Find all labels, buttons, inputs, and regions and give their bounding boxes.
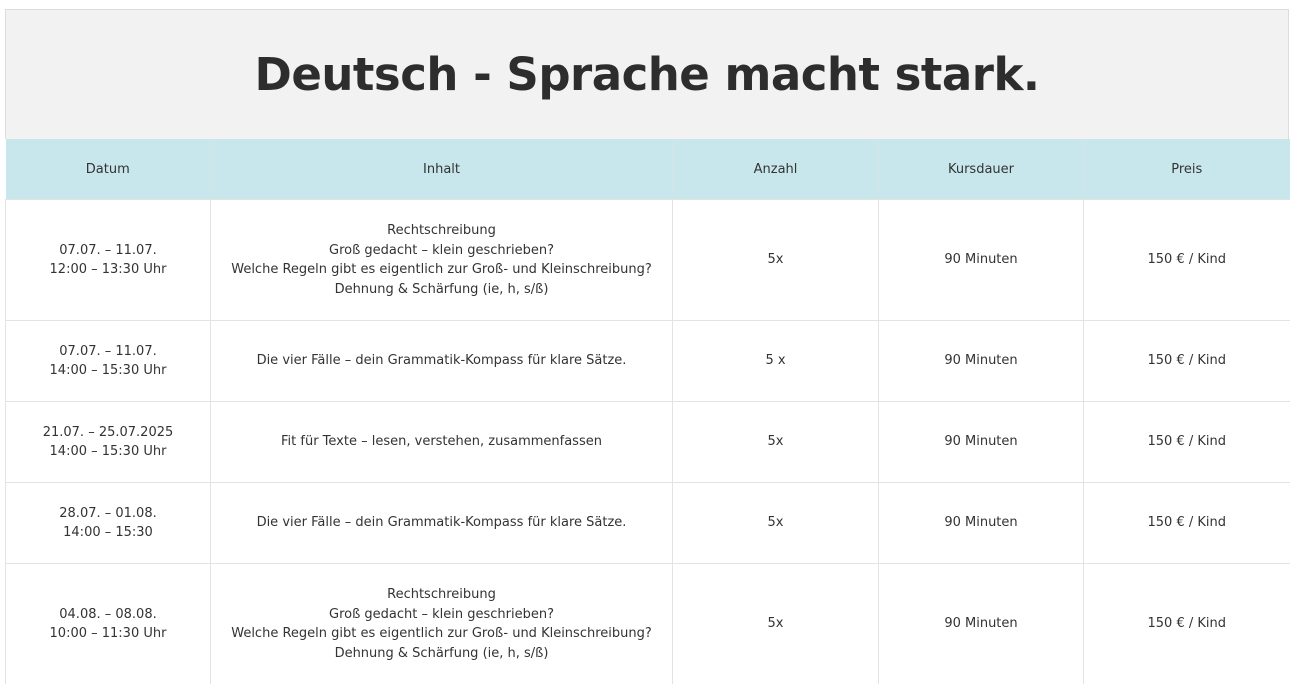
content-line: Die vier Fälle – dein Grammatik-Kompass für klare Sätze.	[256, 353, 627, 369]
content-line: Groß gedacht – klein geschrieben?	[329, 242, 554, 258]
cell-duration: 90 Minuten	[879, 200, 1084, 321]
table-row	[6, 402, 1290, 483]
table-row	[6, 200, 1290, 321]
content-line: Welche Regeln gibt es eigentlich zur Groß- und Kleinschreibung?	[231, 626, 652, 641]
header-inhalt: Inhalt	[211, 139, 673, 200]
header-datum: Datum	[6, 139, 211, 200]
table-row	[6, 564, 1290, 685]
title-banner	[5, 9, 1289, 139]
cell-date	[6, 402, 211, 483]
header-anzahl: Anzahl	[673, 139, 879, 200]
cell-price: 150 € / Kind	[1084, 321, 1290, 402]
date-range: 07.07. – 11.07.	[59, 343, 157, 359]
cell-date	[6, 483, 211, 564]
cell-date	[6, 200, 211, 321]
cell-content	[211, 402, 673, 483]
cell-price: 150 € / Kind	[1084, 402, 1290, 483]
time-range: 14:00 – 15:30 Uhr	[49, 444, 167, 459]
page-title: Deutsch - Sprache macht stark.	[254, 48, 1040, 101]
date-range: 04.08. – 08.08.	[59, 606, 157, 622]
cell-date	[6, 564, 211, 685]
table-header-row	[6, 139, 1290, 200]
cell-content	[211, 483, 673, 564]
content-line: Rechtschreibung	[387, 587, 496, 602]
course-table	[5, 139, 1290, 684]
cell-duration: 90 Minuten	[879, 564, 1084, 685]
cell-content	[211, 200, 673, 321]
cell-duration: 90 Minuten	[879, 402, 1084, 483]
content-line: Welche Regeln gibt es eigentlich zur Groß- und Kleinschreibung?	[231, 262, 652, 277]
cell-price: 150 € / Kind	[1084, 564, 1290, 685]
cell-price: 150 € / Kind	[1084, 200, 1290, 321]
time-range: 14:00 – 15:30	[63, 525, 153, 540]
content-line: Dehnung & Schärfung (ie, h, s/ß)	[334, 645, 549, 661]
time-range: 12:00 – 13:30 Uhr	[49, 262, 167, 277]
table-row	[6, 483, 1290, 564]
cell-price: 150 € / Kind	[1084, 483, 1290, 564]
cell-duration: 90 Minuten	[879, 321, 1084, 402]
content-line: Dehnung & Schärfung (ie, h, s/ß)	[334, 281, 549, 297]
cell-count: 5x	[673, 564, 879, 685]
date-range: 28.07. – 01.08.	[59, 505, 157, 521]
table-row	[6, 321, 1290, 402]
date-range: 07.07. – 11.07.	[59, 242, 157, 258]
cell-count: 5 x	[673, 321, 879, 402]
content-line: Rechtschreibung	[387, 223, 496, 238]
cell-count: 5x	[673, 402, 879, 483]
cell-duration: 90 Minuten	[879, 483, 1084, 564]
date-range: 21.07. – 25.07.2025	[42, 424, 174, 440]
course-table-container	[5, 9, 1289, 690]
cell-count: 5x	[673, 200, 879, 321]
time-range: 14:00 – 15:30 Uhr	[49, 363, 167, 378]
content-line: Groß gedacht – klein geschrieben?	[329, 606, 554, 622]
cell-content	[211, 564, 673, 685]
content-line: Fit für Texte – lesen, verstehen, zusammenfassen	[281, 434, 602, 450]
content-line: Die vier Fälle – dein Grammatik-Kompass für klare Sätze.	[256, 515, 627, 531]
header-preis: Preis	[1084, 139, 1290, 200]
time-range: 10:00 – 11:30 Uhr	[49, 626, 167, 641]
cell-content	[211, 321, 673, 402]
cell-date	[6, 321, 211, 402]
cell-count: 5x	[673, 483, 879, 564]
header-kursdauer: Kursdauer	[879, 139, 1084, 200]
